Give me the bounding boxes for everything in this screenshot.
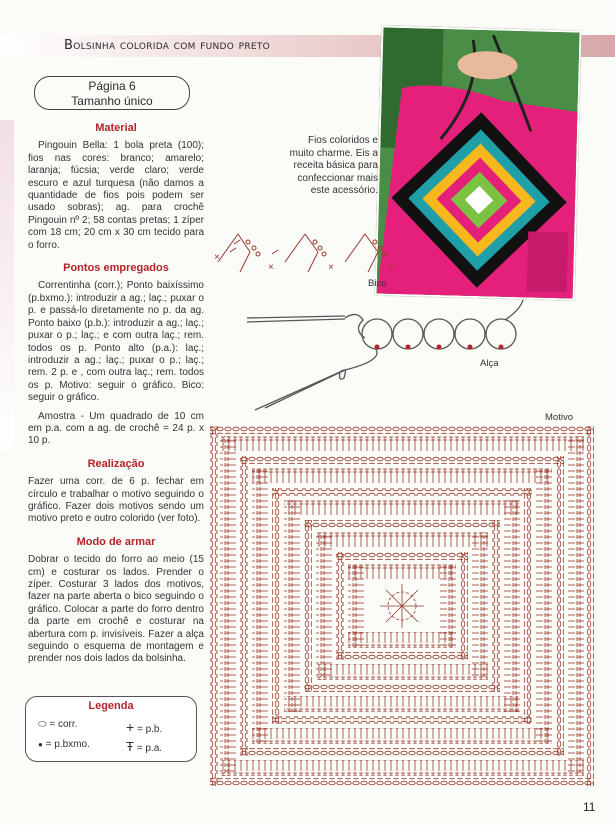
material-text: Pingouin Bella: 1 bola preta (100); fios nas cores: branco; amarelo; laranja; fúcsia; verde claro; verde escuro e azul turquesa (não damos a quantidade de fios pois podem ser usado sobras); ag. para crochê Pingouin nº 2; 58 contas pretas; 1 zíper com 18 cm; 20 cm x 30 cm tecido para o forro. xyxy=(28,140,204,251)
realizacao-heading: Realização xyxy=(87,457,145,470)
double-crochet-icon: Ŧ xyxy=(126,739,134,754)
legend-label: = p.bxmo. xyxy=(45,739,90,750)
svg-text:×: × xyxy=(214,252,220,263)
bico-label: Bico xyxy=(368,278,387,289)
slip-stitch-icon: ● xyxy=(38,740,43,749)
legend-item-corr xyxy=(38,719,77,730)
amostra-text: Amostra - Um quadrado de 10 cm em p.a. com a ag. de crochê = 24 p. x 10 p. xyxy=(28,410,204,447)
single-crochet-icon: + xyxy=(126,719,135,735)
page-title: Bolsinha colorida com fundo preto xyxy=(64,38,271,53)
realizacao-text: Fazer uma corr. de 6 p. fechar em círculo e trabalhar o motivo seguindo o gráfico. Fazer dois motivos sendo um motivo preto e outro colorido (ver foto). xyxy=(28,476,204,525)
alca-label: Alça xyxy=(480,358,499,369)
page-info-box xyxy=(34,76,190,110)
pontos-text: Correntinha (corr.); Ponto baixíssimo (p.bxmo.): introduzir a ag.; laç.; puxar o p. e passá-lo diretamente no p. da ag. Ponto baixo (p.b.): introduzir a ag.; laç.; puxar o p.; laç.; e com outra laç.; rem. todos os p. Ponto alto (p.a.): laç.; introduzir a ag.; laç.; puxar o p.; laç.; rem. 2 p. e , com outra laç.; rem. todos os p. Motivo: seguir o gráfico. Bico: seguir o gráfico. xyxy=(28,280,204,404)
page-number: 11 xyxy=(583,800,596,814)
material-heading: Material xyxy=(95,122,137,134)
photo-caption: Fios coloridos e muito charme. Eis a receita básica para confeccionar mais este acessório. xyxy=(289,135,378,196)
size-info: Tamanho único xyxy=(71,94,153,108)
page-ref: Página 6 xyxy=(88,79,136,93)
legend-item-pbxmo xyxy=(38,739,90,750)
modo-heading: Modo de armar xyxy=(76,535,156,548)
legend-box xyxy=(25,696,197,762)
svg-text:×: × xyxy=(388,262,394,273)
motivo-chart xyxy=(208,420,596,792)
svg-text:×: × xyxy=(268,262,274,273)
legend-item-pa xyxy=(126,739,162,754)
pontos-heading: Pontos empregados xyxy=(63,262,169,275)
bag-photo-illustration xyxy=(376,27,581,300)
modo-text: Dobrar o tecido do forro ao meio (15 cm) e costurar os lados. Prender o zíper. Costurar 3 lados dos motivos, fazer na parte aberta o bico seguindo o gráfico. Colocar a parte do forro dentro da parte em crochê e costurar na abertura com p. invisíveis. Fazer a alça seguindo o esquema de montagem e prender nos dois lados da bolsinha. xyxy=(28,554,204,665)
bico-chart xyxy=(210,222,400,282)
instructions-column xyxy=(28,122,204,676)
svg-text:×: × xyxy=(328,262,334,273)
chain-symbol-icon: ⬭ xyxy=(38,719,47,730)
legend-label: = p.b. xyxy=(136,724,163,735)
bag-photo xyxy=(375,25,582,300)
legend-item-pb xyxy=(126,719,162,735)
side-decoration xyxy=(0,120,14,450)
motivo-label: Motivo xyxy=(545,412,573,423)
legend-label: = corr. xyxy=(49,719,78,730)
legend-label: = p.a. xyxy=(136,743,163,754)
legend-heading: Legenda xyxy=(88,700,134,712)
